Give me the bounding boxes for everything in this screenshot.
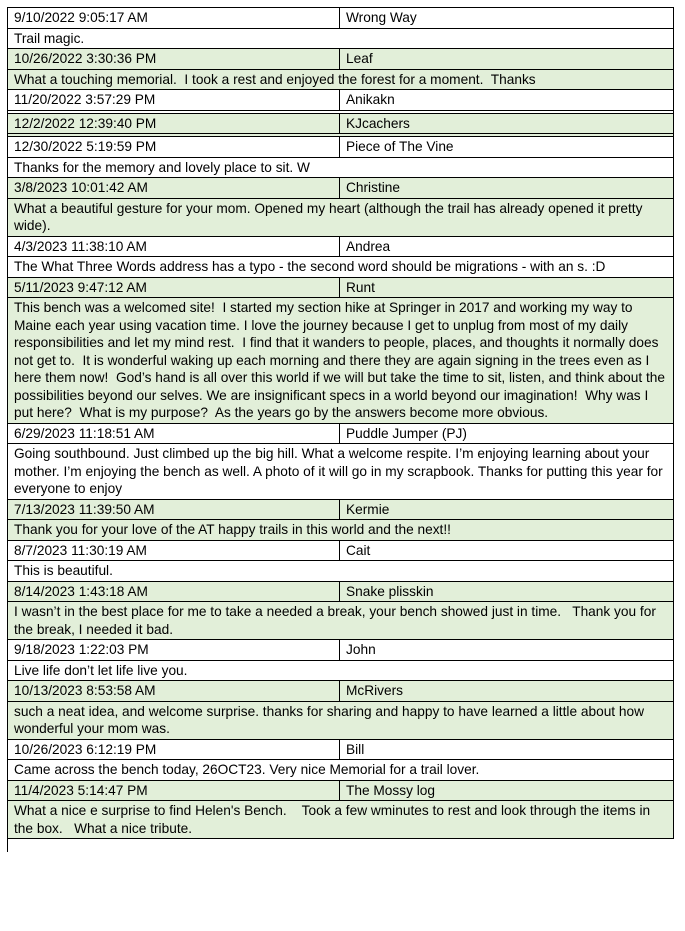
entry-trail-name: McRivers [340, 681, 674, 702]
entry-timestamp: 4/3/2023 11:38:10 AM [8, 236, 340, 257]
entry-timestamp: 12/2/2022 12:39:40 PM [8, 113, 340, 134]
entry-comment-row [8, 602, 674, 640]
entry-trail-name: Andrea [340, 236, 674, 257]
entry-comment: I wasn’t in the best place for me to take a needed a break, your bench showed just in time. Thank you for the break, I needed it bad. [8, 602, 674, 640]
entry-trail-name: Piece of The Vine [340, 137, 674, 158]
entry-meta-row [8, 499, 674, 520]
entry-trail-name: The Mossy log [340, 780, 674, 801]
entry-comment: What a touching memorial. I took a rest and enjoyed the forest for a moment. Thanks [8, 69, 674, 90]
entry-meta-row [8, 90, 674, 111]
entry-comment-row [8, 444, 674, 500]
entry-timestamp: 5/11/2023 9:47:12 AM [8, 277, 340, 298]
entry-trail-name: KJcachers [340, 113, 674, 134]
entry-comment: Trail magic. [8, 28, 674, 49]
entry-trail-name: Bill [340, 739, 674, 760]
entry-comment: This bench was a welcomed site! I started my section hike at Springer in 2017 and working my way to Maine each year using vacation time. I love the journey because I get to unplug from most of my daily responsibilities and let my mind rest. I find that it wanders to people, places, and thoughts it normally does not get to. It is wonderful waking up each morning and there they are again signing in the trees even as I here them now! God’s hand is all over this world if we will but take the time to sit, listen, and think about the possibilities beyond our selves. We are insignificant specs in a world beyond our imagination! Why was I put here? What is my purpose? As the years go by the answers become more obvious. [8, 298, 674, 424]
entry-timestamp: 8/14/2023 1:43:18 AM [8, 581, 340, 602]
entry-meta-row [8, 8, 674, 29]
entry-comment: Thanks for the memory and lovely place to sit. W [8, 157, 674, 178]
entry-comment: What a beautiful gesture for your mom. Opened my heart (although the trail has already opened it pretty wide). [8, 198, 674, 236]
entry-comment: such a neat idea, and welcome surprise. thanks for sharing and happy to have learned a little about how wonderful your mom was. [8, 701, 674, 739]
entry-timestamp: 7/13/2023 11:39:50 AM [8, 499, 340, 520]
entry-trail-name: Cait [340, 540, 674, 561]
entry-comment-row [8, 198, 674, 236]
entry-comment-row [8, 801, 674, 839]
entry-trail-name: John [340, 640, 674, 661]
entry-comment-row [8, 760, 674, 781]
entry-meta-row [8, 681, 674, 702]
entry-meta-row [8, 780, 674, 801]
entry-meta-row [8, 277, 674, 298]
entry-comment-row [8, 69, 674, 90]
entry-meta-row [8, 739, 674, 760]
entry-comment-row [8, 298, 674, 424]
entry-comment: Came across the bench today, 26OCT23. Very nice Memorial for a trail lover. [8, 760, 674, 781]
entry-comment-row [8, 28, 674, 49]
entry-trail-name: Puddle Jumper (PJ) [340, 423, 674, 444]
entry-meta-row [8, 423, 674, 444]
entry-comment-row [8, 660, 674, 681]
entry-comment-row [8, 701, 674, 739]
entry-timestamp: 11/4/2023 5:14:47 PM [8, 780, 340, 801]
entry-comment-row [8, 157, 674, 178]
entry-timestamp: 11/20/2022 3:57:29 PM [8, 90, 340, 111]
entry-trail-name: Kermie [340, 499, 674, 520]
entry-timestamp: 10/26/2023 6:12:19 PM [8, 739, 340, 760]
entry-timestamp: 6/29/2023 11:18:51 AM [8, 423, 340, 444]
entry-comment: The What Three Words address has a typo - the second word should be migrations - with an s. :D [8, 257, 674, 278]
entry-trail-name: Runt [340, 277, 674, 298]
partial-next-row [7, 839, 338, 852]
entry-comment: What a nice e surprise to find Helen's Bench. Took a few wminutes to rest and look through the items in the box. What a nice tribute. [8, 801, 674, 839]
entry-meta-row [8, 581, 674, 602]
entry-trail-name: Christine [340, 178, 674, 199]
entry-meta-row [8, 137, 674, 158]
entry-timestamp: 9/18/2023 1:22:03 PM [8, 640, 340, 661]
entry-timestamp: 12/30/2022 5:19:59 PM [8, 137, 340, 158]
entry-meta-row [8, 236, 674, 257]
entry-trail-name: Leaf [340, 49, 674, 70]
entry-comment: This is beautiful. [8, 561, 674, 582]
entry-timestamp: 8/7/2023 11:30:19 AM [8, 540, 340, 561]
entry-trail-name: Anikakn [340, 90, 674, 111]
entry-timestamp: 3/8/2023 10:01:42 AM [8, 178, 340, 199]
entry-meta-row [8, 113, 674, 134]
entry-meta-row [8, 640, 674, 661]
entry-comment-row [8, 561, 674, 582]
entry-meta-row [8, 178, 674, 199]
entry-timestamp: 10/13/2023 8:53:58 AM [8, 681, 340, 702]
entry-trail-name: Wrong Way [340, 8, 674, 29]
entry-comment: Going southbound. Just climbed up the big hill. What a welcome respite. I’m enjoying learning about your mother. I’m enjoying the bench as well. A photo of it will go in my scrapbook. Thanks for putting this year for everyone to enjoy [8, 444, 674, 500]
entry-meta-row [8, 540, 674, 561]
entry-comment-row [8, 257, 674, 278]
entry-meta-row [8, 49, 674, 70]
entry-timestamp: 10/26/2022 3:30:36 PM [8, 49, 340, 70]
entry-timestamp: 9/10/2022 9:05:17 AM [8, 8, 340, 29]
entry-trail-name: Snake plisskin [340, 581, 674, 602]
entry-comment: Thank you for your love of the AT happy trails in this world and the next!! [8, 520, 674, 541]
guestbook-table [7, 7, 674, 839]
entry-comment-row [8, 520, 674, 541]
entry-comment: Live life don’t let life live you. [8, 660, 674, 681]
